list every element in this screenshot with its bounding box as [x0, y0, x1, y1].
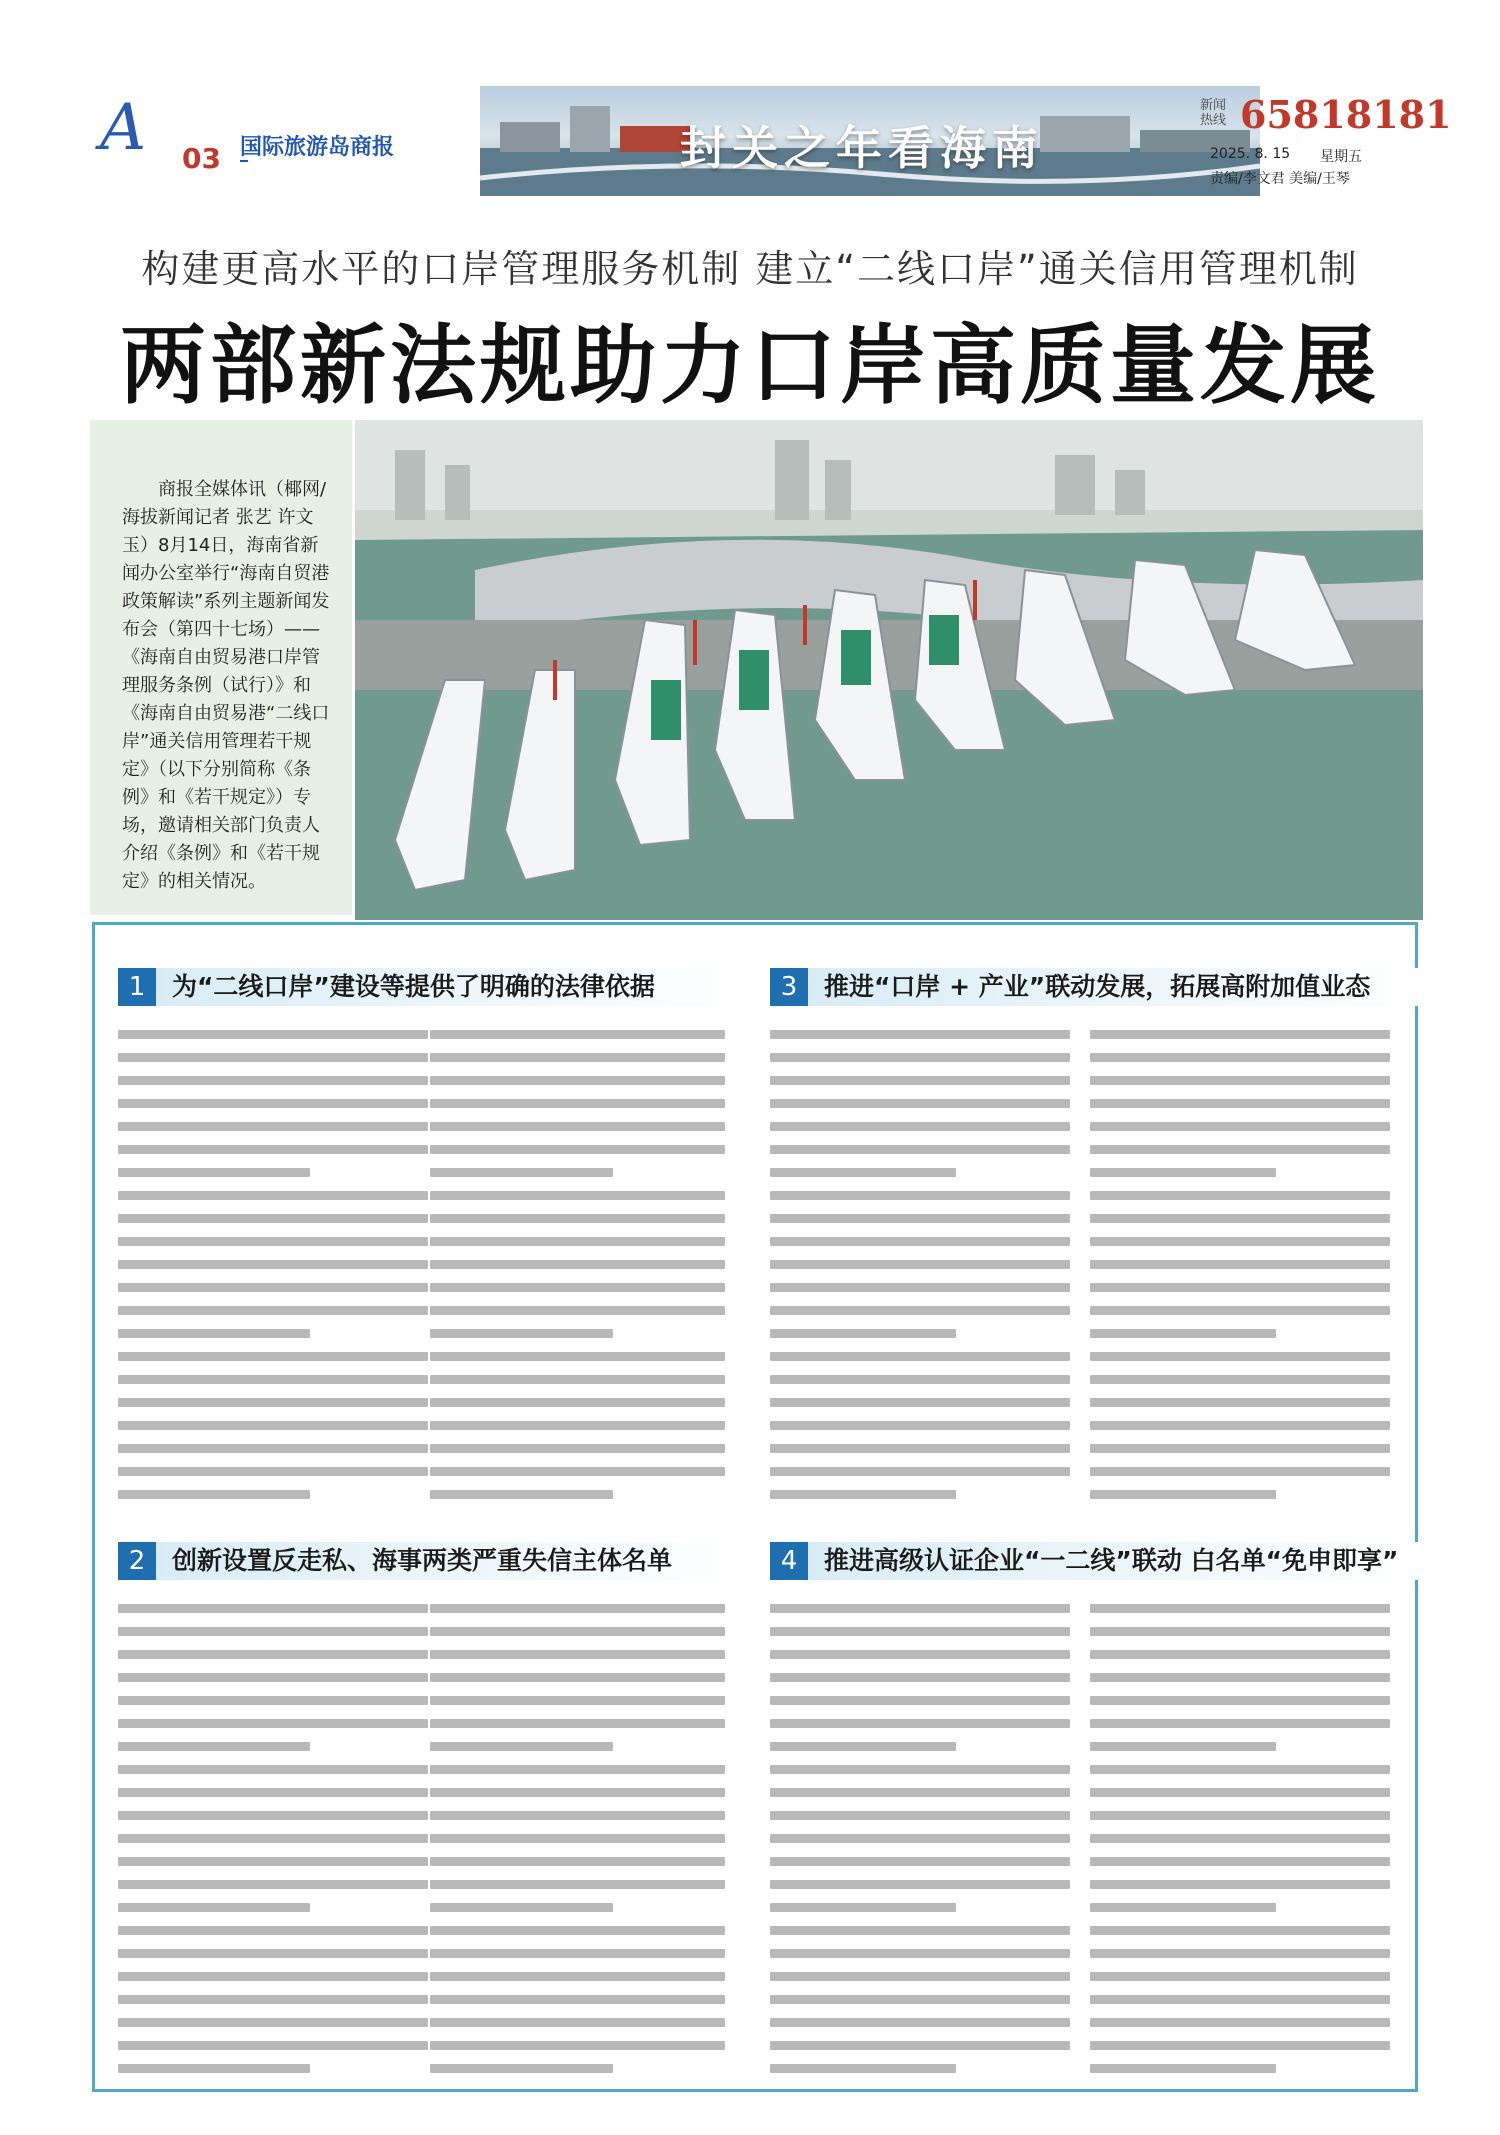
body-text-line: [430, 1765, 725, 1774]
body-text-line: [1090, 1145, 1390, 1154]
body-text-line: [118, 1352, 428, 1361]
kicker: 构建更高水平的口岸管理服务机制 建立“二线口岸”通关信用管理机制: [141, 247, 1359, 291]
editor-line: 责编/李文君 美编/王琴: [1210, 171, 1350, 187]
body-text-line: [430, 1283, 725, 1292]
lead-box: [90, 420, 352, 915]
body-text-line: [118, 1926, 428, 1935]
body-text-line: [118, 1191, 428, 1200]
body-text-line: [1090, 2064, 1276, 2073]
body-text-line: [770, 2064, 956, 2073]
body-text-line: [770, 1788, 1070, 1797]
body-text-line: [430, 1375, 725, 1384]
hotline-number: 65818181: [1240, 92, 1452, 137]
body-text-line: [430, 1604, 725, 1613]
paper-slogan: [240, 160, 248, 162]
body-text-line: [118, 1283, 428, 1292]
body-text-line: [770, 1467, 1070, 1476]
body-text-line: [1090, 1650, 1390, 1659]
body-text-line: [1090, 1352, 1390, 1361]
body-text-line: [770, 1490, 956, 1499]
body-text-line: [118, 1650, 428, 1659]
body-text-line: [118, 1834, 428, 1843]
body-text-line: [118, 1949, 428, 1958]
body-text-line: [770, 1030, 1070, 1039]
section-3-header: [770, 968, 1425, 1006]
body-text-line: [430, 2018, 725, 2027]
section-1-number: 1: [118, 968, 156, 1006]
body-text-line: [430, 1214, 725, 1223]
body-text-line: [770, 2018, 1070, 2027]
body-text-line: [770, 1949, 1070, 1958]
body-text-line: [430, 1352, 725, 1361]
body-text-line: [770, 1145, 1070, 1154]
body-text-line: [770, 1076, 1070, 1085]
body-text-line: [1090, 1834, 1390, 1843]
body-text-line: [770, 1122, 1070, 1131]
body-text-line: [430, 1398, 725, 1407]
body-text-line: [430, 1490, 613, 1499]
body-text-line: [430, 1627, 725, 1636]
body-text-line: [1090, 1673, 1390, 1682]
section-2-column-b: [430, 1604, 725, 2087]
section-1-title: 为“二线口岸”建设等提供了明确的法律依据: [156, 968, 748, 1006]
body-text-line: [770, 1719, 1070, 1728]
body-text-line: [118, 1214, 428, 1223]
body-text-line: [118, 1306, 428, 1315]
body-text-line: [770, 1650, 1070, 1659]
body-text-line: [770, 1283, 1070, 1292]
body-text-line: [118, 1076, 428, 1085]
body-text-line: [1090, 1926, 1390, 1935]
body-text-line: [1090, 1467, 1390, 1476]
body-text-line: [430, 1972, 725, 1981]
body-text-line: [430, 1168, 613, 1177]
body-text-line: [430, 1719, 725, 1728]
body-text-line: [118, 1145, 428, 1154]
section-1-header: [118, 968, 748, 1006]
body-text-line: [770, 1352, 1070, 1361]
body-text-line: [770, 1880, 1070, 1889]
body-text-line: [118, 1972, 428, 1981]
body-text-line: [770, 1398, 1070, 1407]
body-text-line: [118, 1673, 428, 1682]
body-text-line: [430, 1467, 725, 1476]
section-4-column-a: [770, 1604, 1070, 2087]
body-text-line: [770, 1053, 1070, 1062]
body-text-line: [118, 2041, 428, 2050]
body-text-line: [118, 1053, 428, 1062]
body-text-line: [1090, 1122, 1390, 1131]
column-banner: [480, 86, 1260, 196]
body-text-line: [430, 1329, 613, 1338]
body-text-line: [1090, 1168, 1276, 1177]
body-text-line: [430, 1742, 613, 1751]
body-text-line: [430, 1145, 725, 1154]
body-text-line: [430, 1444, 725, 1453]
issue-weekday: 星期五: [1320, 149, 1362, 165]
body-text-line: [1090, 1696, 1390, 1705]
page-number: 03: [182, 142, 221, 175]
body-text-line: [1090, 1191, 1390, 1200]
body-text-line: [1090, 1260, 1390, 1269]
body-text-line: [1090, 1329, 1276, 1338]
body-text-line: [770, 1765, 1070, 1774]
body-text-line: [770, 2041, 1070, 2050]
body-text-line: [118, 1788, 428, 1797]
port-aerial-photo: [355, 420, 1423, 920]
body-text-line: [430, 1903, 613, 1912]
section-4-column-b: [1090, 1604, 1390, 2087]
body-text-line: [770, 1696, 1070, 1705]
section-1-column-b: [430, 1030, 725, 1513]
body-text-line: [770, 1742, 956, 1751]
body-text-line: [118, 1627, 428, 1636]
body-text-line: [770, 1604, 1070, 1613]
section-4-number: 4: [770, 1542, 808, 1580]
body-text-line: [118, 1880, 428, 1889]
body-text-line: [118, 1122, 428, 1131]
body-text-line: [1090, 1903, 1276, 1912]
body-text-line: [770, 1375, 1070, 1384]
body-text-line: [1090, 1857, 1390, 1866]
body-text-line: [118, 1260, 428, 1269]
headline: 两部新法规助力口岸高质量发展: [120, 316, 1380, 416]
body-text-line: [770, 1099, 1070, 1108]
body-text-line: [118, 1375, 428, 1384]
body-text-line: [1090, 1765, 1390, 1774]
hotline-label: 新闻热线: [1200, 98, 1227, 128]
body-text-line: [118, 1811, 428, 1820]
body-text-line: [430, 1650, 725, 1659]
body-text-line: [118, 1995, 428, 2004]
body-text-line: [770, 1237, 1070, 1246]
body-text-line: [1090, 1444, 1390, 1453]
body-text-line: [770, 1857, 1070, 1866]
body-text-line: [1090, 2041, 1390, 2050]
body-text-line: [1090, 1076, 1390, 1085]
body-text-line: [1090, 1788, 1390, 1797]
body-text-line: [1090, 1421, 1390, 1430]
body-text-line: [770, 1444, 1070, 1453]
body-text-line: [118, 1467, 428, 1476]
body-text-line: [1090, 1398, 1390, 1407]
body-text-line: [1090, 1237, 1390, 1246]
body-text-line: [1090, 1306, 1390, 1315]
lead-text: 商报全媒体讯（椰网/海拔新闻记者 张艺 许文玉）8月14日，海南省新闻办公室举行“海南自贸港政策解读”系列主题新闻发布会（第四十七场）——《海南自由贸易港口岸管理服务条例（试行）》和《海南自由贸易港“二线口岸”通关信用管理若干规定》（以下分别简称《条例》和《若干规定》）专场，邀请相关部门负责人介绍《条例》和《若干规定》的相关情况。: [122, 479, 330, 892]
body-text-line: [430, 1191, 725, 1200]
body-text-line: [1090, 1719, 1390, 1728]
masthead: [90, 78, 1452, 190]
body-text-line: [118, 1857, 428, 1866]
section-2-number: 2: [118, 1542, 156, 1580]
body-text-line: [430, 1880, 725, 1889]
body-text-line: [430, 1099, 725, 1108]
body-text-line: [770, 1926, 1070, 1935]
body-text-line: [430, 1122, 725, 1131]
section-2-title: 创新设置反走私、海事两类严重失信主体名单: [156, 1542, 748, 1580]
body-text-line: [1090, 1099, 1390, 1108]
body-text-line: [118, 1168, 310, 1177]
body-text-line: [430, 1811, 725, 1820]
body-text-line: [118, 1719, 428, 1728]
body-text-line: [1090, 1604, 1390, 1613]
body-text-line: [430, 1030, 725, 1039]
body-text-line: [770, 1306, 1070, 1315]
paper-name: 国际旅游岛商报: [240, 135, 395, 160]
body-text-line: [770, 1995, 1070, 2004]
body-text-line: [430, 1949, 725, 1958]
body-text-line: [430, 1673, 725, 1682]
body-text-line: [430, 1306, 725, 1315]
body-text-line: [430, 1053, 725, 1062]
body-text-line: [118, 1696, 428, 1705]
body-text-line: [770, 1329, 956, 1338]
body-text-line: [1090, 1995, 1390, 2004]
body-text-line: [430, 1788, 725, 1797]
body-text-line: [1090, 1742, 1276, 1751]
body-text-line: [430, 1076, 725, 1085]
body-text-line: [118, 1099, 428, 1108]
body-text-line: [430, 1834, 725, 1843]
body-text-line: [430, 2041, 725, 2050]
body-text-line: [118, 1398, 428, 1407]
body-text-line: [770, 1260, 1070, 1269]
body-text-line: [1090, 1283, 1390, 1292]
body-text-line: [1090, 1949, 1390, 1958]
body-text-line: [118, 1490, 310, 1499]
body-text-line: [1090, 2018, 1390, 2027]
body-text-line: [770, 1811, 1070, 1820]
body-text-line: [770, 1673, 1070, 1682]
section-3-column-b: [1090, 1030, 1390, 1513]
body-text-line: [430, 1995, 725, 2004]
section-1-column-a: [118, 1030, 428, 1513]
section-3-number: 3: [770, 968, 808, 1006]
body-text-line: [118, 2064, 310, 2073]
body-text-line: [770, 1168, 956, 1177]
body-text-line: [118, 1604, 428, 1613]
body-text-line: [430, 1421, 725, 1430]
body-text-line: [770, 1834, 1070, 1843]
section-4-title: 推进高级认证企业“一二线”联动 白名单“免申即享”: [808, 1542, 1425, 1580]
body-text-line: [118, 1237, 428, 1246]
body-text-line: [430, 1926, 725, 1935]
body-text-line: [1090, 1627, 1390, 1636]
body-text-line: [430, 1857, 725, 1866]
column-title: 封关之年看海南: [680, 121, 1044, 175]
body-text-line: [770, 1903, 956, 1912]
body-text-line: [118, 1421, 428, 1430]
section-4-header: [770, 1542, 1425, 1580]
page-letter: A: [100, 91, 147, 165]
body-text-line: [1090, 1053, 1390, 1062]
section-3-title: 推进“口岸 + 产业”联动发展，拓展高附加值业态: [808, 968, 1425, 1006]
body-text-line: [1090, 1880, 1390, 1889]
body-text-line: [1090, 1375, 1390, 1384]
body-text-line: [118, 1765, 428, 1774]
issue-date: 2025. 8. 15: [1210, 146, 1291, 162]
body-text-line: [770, 1972, 1070, 1981]
body-text-line: [1090, 1811, 1390, 1820]
body-text-line: [770, 1191, 1070, 1200]
body-text-line: [430, 1260, 725, 1269]
body-text-line: [118, 1742, 310, 1751]
body-text-line: [430, 1696, 725, 1705]
body-text-line: [1090, 1490, 1276, 1499]
body-text-line: [770, 1214, 1070, 1223]
body-text-line: [118, 1030, 428, 1039]
section-3-column-a: [770, 1030, 1070, 1513]
body-text-line: [118, 1329, 310, 1338]
body-text-line: [118, 1903, 310, 1912]
body-text-line: [1090, 1214, 1390, 1223]
body-text-line: [430, 2064, 613, 2073]
section-2-header: [118, 1542, 748, 1580]
section-2-column-a: [118, 1604, 428, 2087]
body-text-line: [430, 1237, 725, 1246]
body-text-line: [770, 1627, 1070, 1636]
body-text-line: [1090, 1030, 1390, 1039]
body-text-line: [1090, 1972, 1390, 1981]
body-text-line: [118, 2018, 428, 2027]
body-text-line: [118, 1444, 428, 1453]
body-text-line: [770, 1421, 1070, 1430]
